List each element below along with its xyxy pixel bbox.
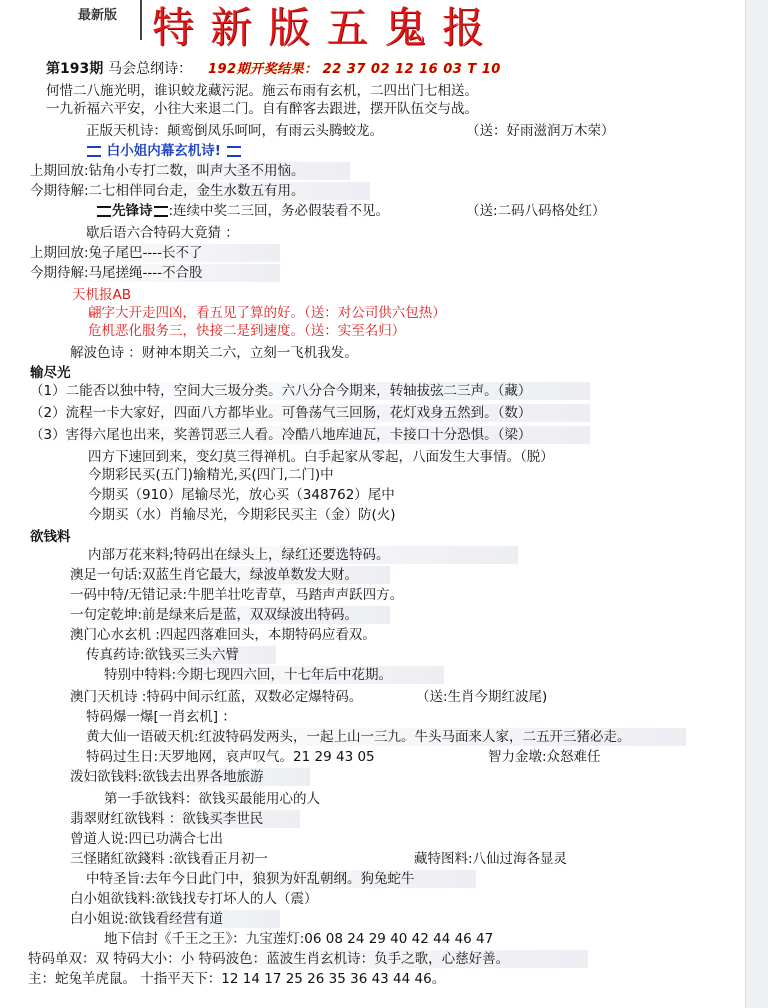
zhengban-gift: （送：好雨滋润万木荣） bbox=[466, 123, 615, 139]
zhongte-line: 中特圣旨:去年今日此门中，狼狈为奸乱朝纲。狗兔蛇牛 bbox=[86, 870, 476, 888]
yuqian-line-5: 澳门心水玄机 :四起四落难回头，本期特码应看双。 bbox=[70, 627, 376, 643]
double-bar-icon bbox=[154, 206, 168, 217]
zhengban-poem: 正版天机诗：颠鸾倒凤乐呵呵，有雨云头腾蛟龙。 bbox=[86, 123, 383, 139]
xianfeng-label: 先锋诗 bbox=[112, 203, 153, 219]
poem-line-2: 一九祈福六平安，小往大来退二门。自有醉客去跟进，摆开队伍交与战。 bbox=[46, 101, 478, 117]
shujinguang-extra-3: 今期买（910）尾输尽光，放心买（348762）尾中 bbox=[88, 487, 395, 503]
page-scrollbar-area bbox=[745, 0, 768, 1008]
issue-line bbox=[46, 58, 192, 78]
dixia-line: 地下信封《千王之王》：九宝莲灯:06 08 24 29 40 42 44 46 47 bbox=[104, 931, 494, 947]
poem-line-1: 何惜二八施光明，谁识蛟龙藏污泥。施云布雨有玄机，二四出门七相送。 bbox=[46, 83, 478, 99]
macau-tianji-gift: （送:生肖今期红波尾) bbox=[416, 689, 548, 705]
yuqian-title: 欲钱料 bbox=[30, 529, 71, 545]
guoshengri-line: 特码过生日:天罗地网，哀声叹气。21 29 43 05 bbox=[86, 749, 375, 765]
huangdaxian-line: 黄大仙一语破天机:红波特码发两头，一起上山一三九。牛头马面来人家，二五开三猪必走。 bbox=[86, 728, 686, 746]
jiebo-poem: 解波色诗 ：财神本期关二六，立刻一飞机我发。 bbox=[70, 345, 358, 361]
double-bar-icon bbox=[227, 146, 241, 157]
yuqian-line-7: 特别中特料:今期七现四六回，十七年后中花期。 bbox=[104, 666, 444, 684]
xiehou-heading: 歇后语六合特码大竟猜 ： bbox=[86, 225, 239, 241]
diyi-line: 第一手欲钱料：欲钱买最能用心的人 bbox=[104, 791, 320, 807]
footer-line-1: 特码单双：双 特码大小：小 特码波色：蓝波生肖玄机诗：负手之歌，心慈好善。 bbox=[28, 950, 588, 968]
shujinguang-extra-2: 今期彩民买(五门)输精光,买(四门,二门)中 bbox=[88, 467, 334, 483]
title-divider bbox=[140, 0, 142, 40]
baixiaojie-heading bbox=[86, 142, 242, 160]
bao-heading: 特码爆一爆[一肖玄机] ： bbox=[86, 709, 236, 725]
issue-number: 第193期 bbox=[46, 61, 104, 77]
shujinguang-item-1: （1）二能否以独中特，空间大三圾分类。六八分合今期来，转轴拔弦二三声。（藏） bbox=[30, 382, 590, 400]
version-badge: 最新版 bbox=[78, 8, 118, 23]
yuqian-line-1: 内部万花来料;特码出在绿头上，绿红还要选特码。 bbox=[88, 546, 518, 564]
liying-line: 泼妇欲钱料:欲钱去出界各地旅游 bbox=[70, 768, 310, 786]
page-title: 特新版五鬼报 bbox=[152, 3, 501, 52]
macau-tianji-poem: 澳门天机诗 :特码中间示红蓝，双数必定爆特码。 bbox=[70, 689, 363, 705]
baixiaojie-yuqian-line: 白小姐欲钱料:欲钱找专打坏人的人（震） bbox=[70, 891, 318, 907]
zhili-line: 智力金墩:众怒难任 bbox=[488, 749, 601, 765]
caodao-line: 曾道人说:四已功满合七出 bbox=[70, 831, 224, 847]
feicui-line: 翡翠财红欲钱料 ：欲钱买李世民 bbox=[70, 810, 300, 828]
yuqian-line-4: 一句定乾坤:前是绿来后是蓝，双双绿波出特码。 bbox=[70, 606, 390, 624]
shujinguang-extra-4: 今期买（水）肖输尽光，今期彩民买主（金）防(火) bbox=[88, 507, 396, 523]
footer-line-2: 主：蛇兔羊虎鼠。 十指平天下：12 14 17 25 26 35 36 43 44 46。 bbox=[28, 971, 446, 987]
double-bar-icon bbox=[97, 206, 111, 217]
last-review-1: 上期回放:钻角小专打二数，叫声大圣不用恼。 bbox=[30, 162, 350, 180]
issue-subtitle: 马会总纲诗： bbox=[108, 61, 193, 77]
sanguai-line: 三怪賭紅欲錢料 :欲钱看正月初一 bbox=[70, 851, 268, 867]
tianji-line-a: 翩字大开走四凶，看五见了算的好。（送：对公司供六包热） bbox=[88, 305, 446, 321]
last-review-2: 上期回放:兔子尾巴----长不了 bbox=[30, 244, 280, 262]
this-pending-2: 今期待解:马尾搓绳----不合股 bbox=[30, 264, 280, 282]
zangte-line: 藏特图料:八仙过海各显灵 bbox=[414, 851, 568, 867]
this-pending-1: 今期待解:二七相伴同台走，金生水数五有用。 bbox=[30, 182, 370, 200]
xianfeng-line bbox=[96, 202, 389, 220]
double-bar-icon bbox=[87, 146, 101, 157]
tianji-line-b: 危机恶化服务三，快接二是到速度。（送：实至名归） bbox=[88, 323, 406, 339]
shujinguang-extra-1: 四方下速回到来，变幻莫三得禅机。白手起家从零起，八面发生大事情。（脱） bbox=[88, 449, 554, 465]
shujinguang-title: 输尽光 bbox=[30, 365, 71, 381]
tianji-title: 天机报AB bbox=[72, 287, 131, 303]
shujinguang-item-2: （2）流程一卡大家好，四面八方都毕业。可鲁荡气三回肠，花灯戏身五然到。（数） bbox=[30, 404, 590, 422]
baixiaojie-title: 白小姐内幕玄机诗! bbox=[106, 143, 221, 159]
yuqian-line-2: 澳足一句话:双蓝生肖它最大，绿波单数发大财。 bbox=[70, 566, 390, 584]
xianfeng-text: :连续中奖二三回，务必假装看不见。 bbox=[168, 203, 390, 219]
yuqian-line-3: 一码中特/无错记录:牛肥羊壮吃青草，马踏声声跃四方。 bbox=[70, 587, 404, 603]
yuqian-line-6: 传真药诗:欲钱买三头六臂 bbox=[86, 646, 276, 664]
xianfeng-gift: （送:二码八码格处红） bbox=[466, 203, 606, 219]
baixiaojie-says-line: 白小姐说:欲钱看经营有道 bbox=[70, 910, 280, 928]
last-result: 192期开奖结果： 22 37 02 12 16 03 T 10 bbox=[208, 62, 501, 77]
shujinguang-item-3: （3）害得六尾也出来，奖善罚恶三人看。冷酷八地库迪瓦，卡接口十分恐惧。（梁） bbox=[30, 426, 590, 444]
